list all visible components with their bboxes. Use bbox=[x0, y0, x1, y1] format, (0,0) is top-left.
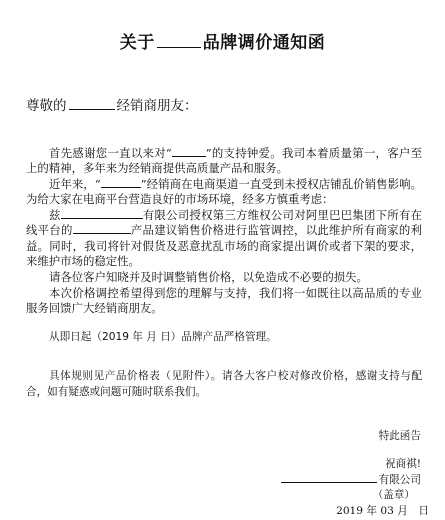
salutation bbox=[26, 94, 198, 114]
brand-blank bbox=[172, 146, 206, 157]
signature-company: 有限公司 bbox=[281, 472, 421, 487]
paragraph-thanks: 首先感谢您一直以来对“ ”的支持钟爱。我司本着质量第一，客户至上的精神，多年来为经销商提供高质量产品和服务。 bbox=[26, 146, 422, 176]
title-prefix: 关于 bbox=[119, 33, 155, 53]
title-suffix: 品牌调价通知函 bbox=[202, 33, 326, 53]
salutation-suffix: 经销商朋友： bbox=[116, 98, 198, 114]
title-brand-blank bbox=[157, 32, 201, 48]
effective-date-line: 从即日起（2019 年 月 日）品牌产品严格管理。 bbox=[49, 331, 277, 343]
paragraph-appreciation: 本次价格调控希望得到您的理解与支持，我们将一如既往以高品质的专业服务回馈广大经销商朋友。 bbox=[26, 286, 422, 316]
closing-notice: 特此函告 bbox=[378, 430, 421, 442]
brand-blank bbox=[73, 223, 131, 234]
paragraph-background: 近年来，“ ”经销商在电商渠道一直受到未授权店铺乱价销售影响。为给大家在电商平台营造良好的市场环境，经多方慎重考虑： bbox=[26, 177, 422, 207]
paragraph-request: 请各位客户知晓并及时调整销售价格，以免造成不必要的损失。 bbox=[49, 270, 368, 284]
letter-title bbox=[0, 28, 445, 53]
salutation-prefix: 尊敬的 bbox=[26, 98, 67, 114]
company-name-blank bbox=[281, 472, 377, 483]
salutation-blank bbox=[69, 97, 115, 110]
closing-regards: 祝商祺! bbox=[384, 458, 421, 470]
company-blank bbox=[61, 208, 143, 219]
letter-date: 2019 年 03 月 日 bbox=[336, 505, 429, 517]
seal-note: （盖章） bbox=[372, 489, 415, 501]
details-paragraph: 具体规则见产品价格表（见附件）。请各大客户校对修改价格，感谢支持与配合，如有疑惑或问题可随时联系我们。 bbox=[26, 370, 422, 398]
brand-blank bbox=[101, 177, 141, 188]
paragraph-authorization: 兹 有限公司授权第三方维权公司对阿里巴巴集团下所有在线平台的 产品建议销售价格进行监管调控，以此维护所有商家的利益。同时，我司将针对假货及恶意扰乱市场的商家提出调价或者下架的要求，来维护市场的稳定性。 bbox=[26, 208, 422, 269]
